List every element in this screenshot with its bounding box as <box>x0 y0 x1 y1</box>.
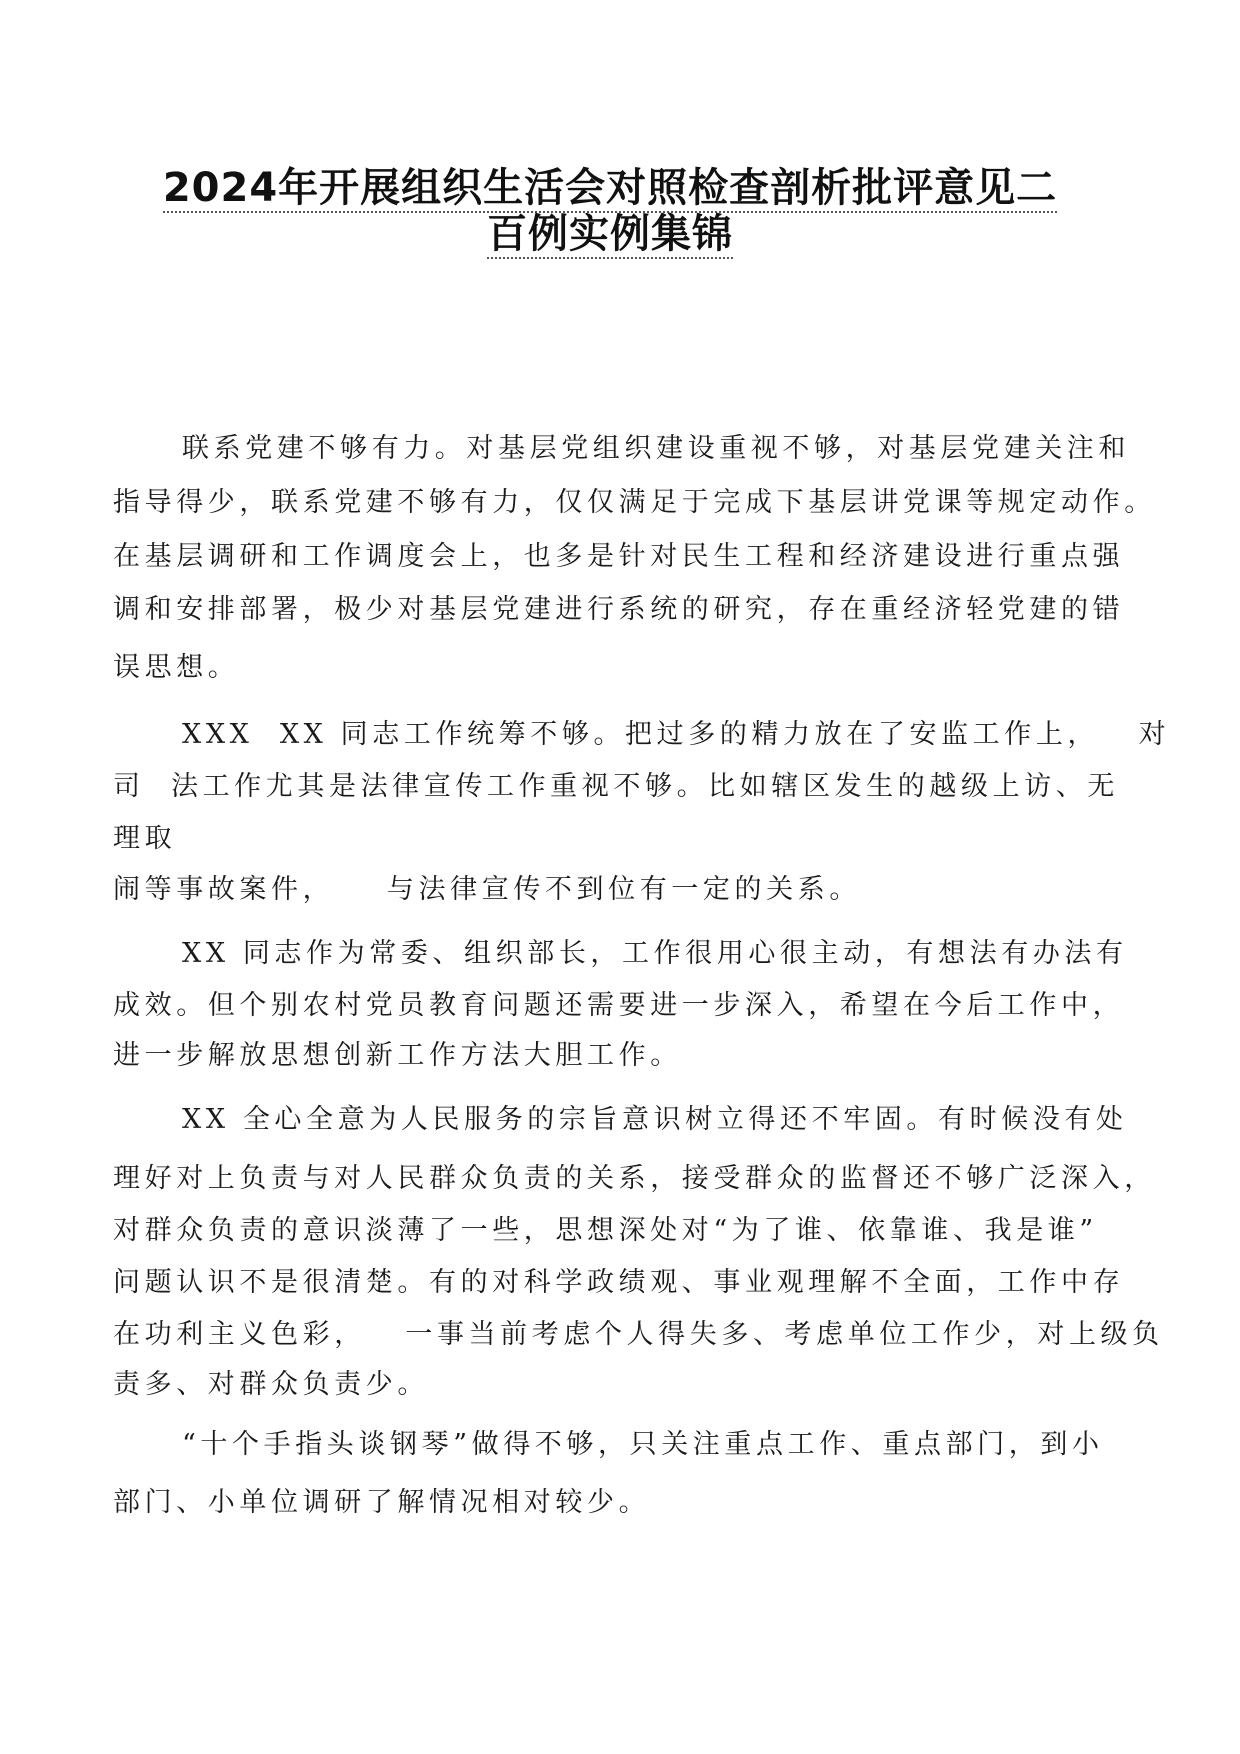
paragraph-4-line-2: 理好对上负责与对人民群众负责的关系，接受群众的监督还不够广泛深入， <box>113 1163 1156 1194</box>
paragraph-2-line-1: XXX XX 同志工作统筹不够。把过多的精力放在了安监工作上， 对 <box>182 719 1171 750</box>
paragraph-1-line-5: 误思想。 <box>113 652 240 683</box>
paragraph-5-line-1: “十个手指头谈钢琴”做得不够，只关注重点工作、重点部门，到小 <box>182 1429 1104 1460</box>
paragraph-1-line-1: 联系党建不够有力。对基层党组织建设重视不够，对基层党建关注和 <box>182 433 1130 464</box>
paragraph-3-line-2: 成效。但个别农村党员教育问题还需要进一步深入，希望在今后工作中， <box>113 990 1125 1021</box>
paragraph-4-line-5: 在功利主义色彩， 一事当前考虑个人得失多、考虑单位工作少，对上级负 <box>113 1319 1164 1350</box>
paragraph-1-line-3: 在基层调研和工作调度会上，也多是针对民生工程和经济建设进行重点强 <box>113 541 1125 572</box>
title-line-2: 百例实例集锦 <box>487 211 733 257</box>
paragraph-2-line-2: 司 法工作尤其是法律宣传工作重视不够。比如辖区发生的越级上访、无 <box>113 771 1119 802</box>
paragraph-3-line-1: XX 同志作为常委、组织部长，工作很用心很主动，有想法有办法有 <box>182 938 1128 969</box>
paragraph-4-line-4: 问题认识不是很清楚。有的对科学政绩观、事业观理解不全面，工作中存 <box>113 1267 1125 1298</box>
paragraph-4-line-6: 责多、对群众负责少。 <box>113 1369 429 1400</box>
paragraph-1-line-4: 调和安排部署，极少对基层党建进行系统的研究，存在重经济轻党建的错 <box>113 594 1125 625</box>
document-title <box>110 163 1110 259</box>
paragraph-1-line-2: 指导得少，联系党建不够有力，仅仅满足于完成下基层讲党课等规定动作。 <box>113 487 1156 518</box>
paragraph-2-line-4: 闹等事故案件， 与法律宣传不到位有一定的关系。 <box>113 874 861 905</box>
paragraph-4-line-1: XX 全心全意为人民服务的宗旨意识树立得还不牢固。有时候没有处 <box>182 1104 1128 1135</box>
title-line-1: 2024年开展组织生活会对照检查剖析批评意见二 <box>162 165 1058 211</box>
paragraph-3-line-3: 进一步解放思想创新工作方法大胆工作。 <box>113 1040 682 1071</box>
paragraph-4-line-3: 对群众负责的意识淡薄了一些，思想深处对“为了谁、依靠谁、我是谁” <box>113 1215 1098 1246</box>
paragraph-2-line-3: 理取 <box>113 823 177 854</box>
paragraph-5-line-2: 部门、小单位调研了解情况相对较少。 <box>113 1487 651 1518</box>
